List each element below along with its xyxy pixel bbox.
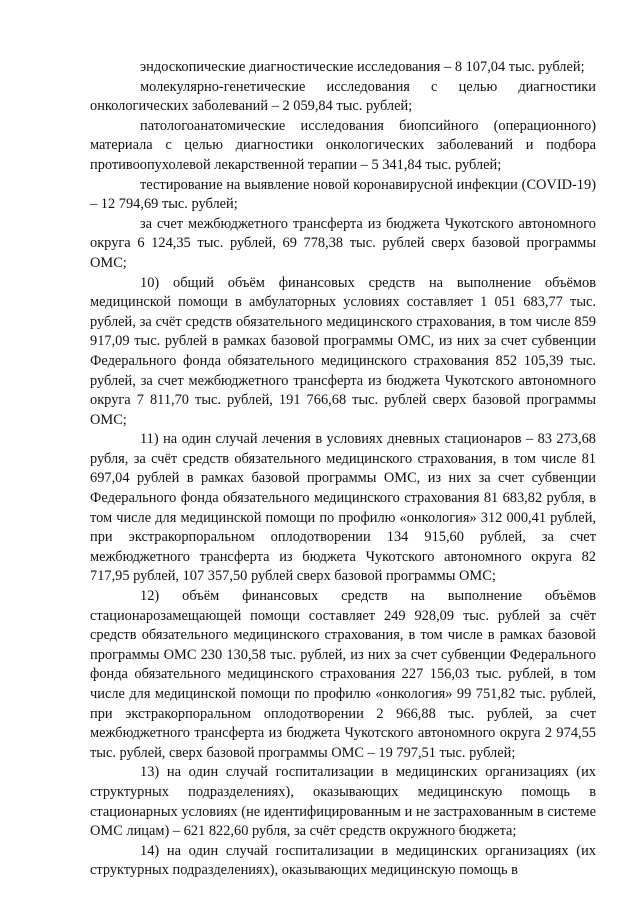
paragraph-item-14: 14) на один случай госпитализации в медицинских организациях (их структурных подразделениях), оказывающих медицинскую помощь в	[90, 842, 596, 879]
paragraph-pathology: патологоанатомические исследования биопсийного (операционного) материала с целью диагностики онкологических заболеваний и подбора противоопухолевой лекарственной терапии – 5 341,84 тыс. рублей;	[90, 117, 596, 173]
paragraph-item-13: 13) на один случай госпитализации в медицинских организациях (их структурных подразделениях), оказывающих медицинскую помощь в стационарных условиях (не идентифицированным и не застрахованным в системе ОМС лицам) – 621 822,60 рубля, за счёт средств окружного бюджета;	[90, 764, 596, 840]
paragraph-item-11: 11) на один случай лечения в условиях дневных стационаров – 83 273,68 рубля, за счёт средств обязательного медицинского страхования, в том числе 81 697,04 рублей в рамках базовой программы ОМС, из них за счет субвенции Федерального фонда обязательного медицинского страхования 81 683,82 рубля, в том числе для медицинской помощи по профилю «онкология» 312 000,41 рублей, при экстракорпоральном оплодотворении 134 915,60 рублей, за счет межбюджетного трансферта из бюджета Чукотского автономного округа 82 717,95 рублей, 107 357,50 рублей сверх базовой программы ОМС;	[90, 431, 596, 585]
paragraph-interbudget-transfer: за счет межбюджетного трансферта из бюджета Чукотского автономного округа 6 124,35 тыс. рублей, 69 778,38 тыс. рублей сверх базовой программы ОМС;	[90, 215, 596, 271]
paragraph-endoscopic: эндоскопические диагностические исследования – 8 107,04 тыс. рублей;	[140, 59, 585, 75]
paragraph-covid-testing: тестирование на выявление новой коронавирусной инфекции (COVID-19) – 12 794,69 тыс. рублей;	[90, 176, 596, 213]
paragraph-item-12: 12) объём финансовых средств на выполнение объёмов стационарозамещающей помощи составляет 249 928,09 тыс. рублей за счёт средств обязательного медицинского страхования, в том числе в рамках базовой программы ОМС 230 130,58 тыс. рублей, из них за счет субвенции Федерального фонда обязательного медицинского страхования 227 156,03 тыс. рублей, в том числе для медицинской помощи по профилю «онкология» 99 751,82 тыс. рублей, при экстракорпоральном оплодотворении 2 966,88 тыс. рублей, за счет межбюджетного трансферта из бюджета Чукотского автономного округа 2 974,55 тыс. рублей, сверх базовой программы ОМС – 19 797,51 тыс. рублей;	[90, 588, 596, 761]
paragraph-molecular-genetic: молекулярно-генетические исследования с целью диагностики онкологических заболеваний – 2 059,84 тыс. рублей;	[90, 78, 596, 115]
paragraph-item-10: 10) общий объём финансовых средств на выполнение объёмов медицинской помощи в амбулаторных условиях составляет 1 051 683,77 тыс. рублей, за счёт средств обязательного медицинского страхования, в том числе 859 917,09 тыс. рублей в рамках базовой программы ОМС, из них за счет субвенции Федерального фонда обязательного медицинского страхования 852 105,39 тыс. рублей, за счет межбюджетного трансферта из бюджета Чукотского автономного округа 7 811,70 тыс. рублей, 191 766,68 тыс. рублей сверх базовой программы ОМС;	[90, 274, 596, 428]
